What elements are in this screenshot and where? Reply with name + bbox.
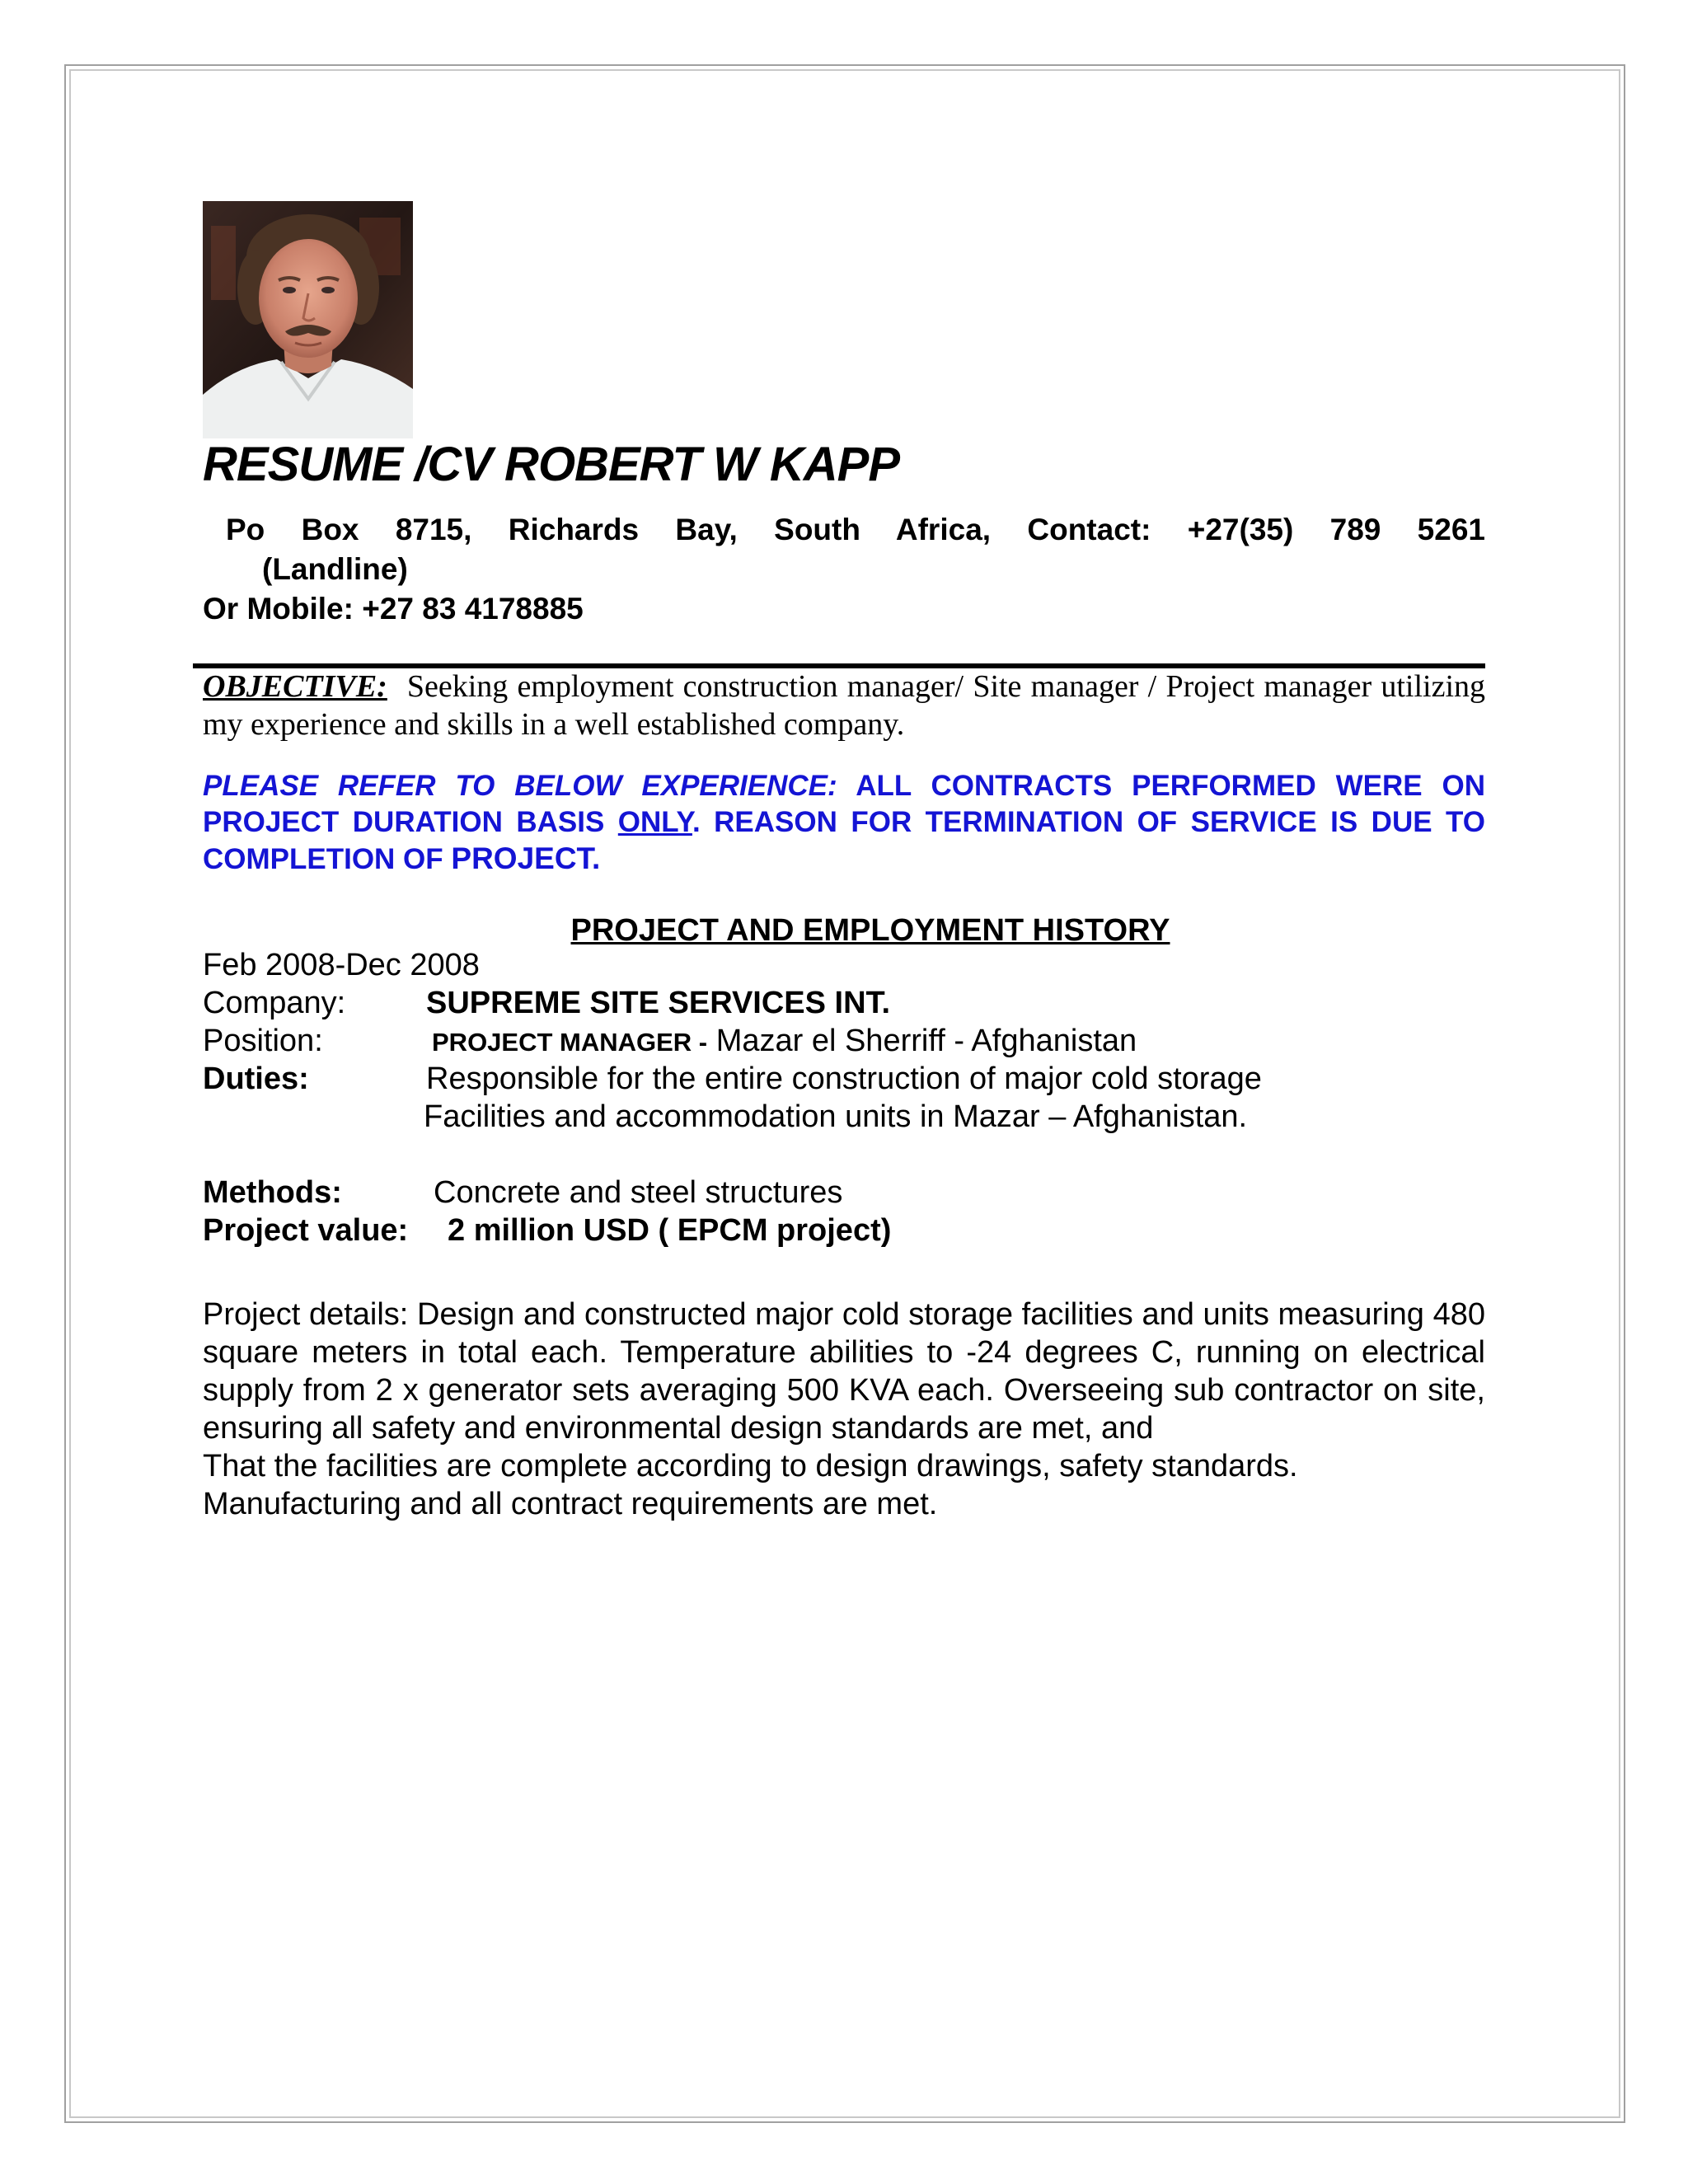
notice-emphasis: ONLY <box>617 806 692 838</box>
notice-body: ALL CONTRACTS PERFORMED WERE ON PROJECT DURATION BASIS <box>203 770 1485 838</box>
duties-line-2: Facilities and accommodation units in Mazar – Afghanistan. <box>424 1099 1248 1134</box>
notice-lead: PLEASE REFER TO BELOW EXPERIENCE: <box>203 770 837 802</box>
company-label: Company: <box>203 986 346 1020</box>
project-value: 2 million USD ( EPCM project) <box>448 1213 892 1248</box>
duties-line-1: Responsible for the entire construction of major cold storage <box>426 1062 1262 1096</box>
project-value-label: Project value: <box>203 1213 409 1248</box>
employment-period: Feb 2008-Dec 2008 <box>203 948 480 982</box>
position-title: PROJECT MANAGER - <box>432 1028 708 1057</box>
details-paragraph: Project details: Design and constructed major cold storage facilities and units measuring 480 square meters in total each. Temperature abilities to -24 degrees C, running on electrical supply from 2 x generator sets averaging 500 KVA each. Overseeing sub contractor on site, ensuring all safety and environmental design standards are met, and <box>203 1297 1485 1446</box>
mobile-number: Or Mobile: +27 83 4178885 <box>203 592 584 626</box>
details-paragraph: That the facilities are complete according to design drawings, safety standards. <box>203 1449 1298 1483</box>
resume-title: RESUME /CV ROBERT W KAPP <box>203 438 900 491</box>
notice-reason: . REASON FOR TERMINATION OF SERVICE IS DUE TO COMPLETION OF <box>203 806 1486 875</box>
profile-photo <box>203 201 413 438</box>
methods-value: Concrete and steel structures <box>434 1175 843 1210</box>
position-label: Position: <box>203 1024 323 1058</box>
address-line: Po Box 8715, Richards Bay, South Africa, Contact: +27(35) 789 5261 <box>226 513 1485 546</box>
experience-notice <box>203 768 1485 878</box>
methods-label: Methods: <box>203 1175 342 1210</box>
company-name: SUPREME SITE SERVICES INT. <box>426 986 891 1020</box>
objective-text: Seeking employment construction manager/ Site manager / Project manager utilizing my experience and skills in a well established company. <box>203 669 1485 742</box>
history-heading: PROJECT AND EMPLOYMENT HISTORY <box>570 913 1170 948</box>
details-paragraph: Manufacturing and all contract requirements are met. <box>203 1487 938 1521</box>
project-details <box>203 1296 1485 1523</box>
objective-label: OBJECTIVE: <box>203 669 387 704</box>
duties-label: Duties: <box>203 1062 309 1096</box>
contact-type: (Landline) <box>262 552 408 586</box>
position-location: Mazar el Sherriff - Afghanistan <box>707 1024 1137 1058</box>
position-value <box>432 1024 1137 1059</box>
objective-section <box>203 668 1485 743</box>
notice-end: PROJECT. <box>451 841 601 875</box>
